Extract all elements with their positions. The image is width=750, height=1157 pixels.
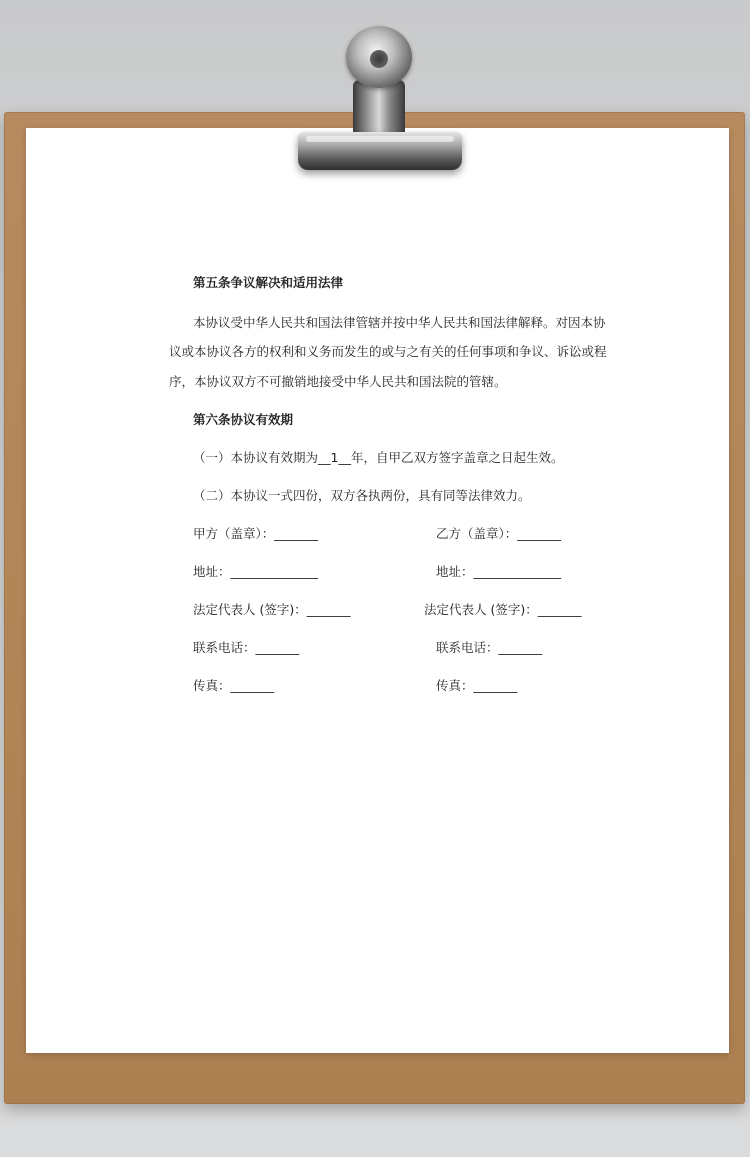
party-a-seal: 甲方（盖章）：_______ [193,526,319,541]
party-b-address: 地址：______________ [436,564,562,579]
binder-clip-shine [306,136,454,142]
article5-line1: 本协议受中华人民共和国法律管辖并按中华人民共和国法律解释。对因本协 [193,315,606,330]
article6-item2: （二）本协议一式四份，双方各执两份，具有同等法律效力。 [193,488,531,503]
clip-ring-hole [370,50,388,68]
party-a-phone: 联系电话：_______ [193,640,300,655]
party-a-address: 地址：______________ [193,564,319,579]
party-b-fax: 传真：_______ [436,678,518,693]
article6-item1: （一）本协议有效期为__1__年，自甲乙双方签字盖章之日起生效。 [193,450,564,465]
article5-line3: 序，本协议双方不可撤销地接受中华人民共和国法院的管辖。 [169,374,507,389]
party-a-representative: 法定代表人 (签字)：_______ [193,602,351,617]
party-b-seal: 乙方（盖章）：_______ [436,526,562,541]
party-b-phone: 联系电话：_______ [436,640,543,655]
clip-neck [353,80,405,136]
document-paper [26,128,729,1053]
party-b-representative: 法定代表人 (签字)：_______ [424,602,582,617]
article6-title: 第六条协议有效期 [193,412,294,427]
article5-line2: 议或本协议各方的权利和义务而发生的或与之有关的任何事项和争议、诉讼或程 [169,344,607,359]
party-a-fax: 传真：_______ [193,678,275,693]
article5-title: 第五条争议解决和适用法律 [193,275,344,290]
